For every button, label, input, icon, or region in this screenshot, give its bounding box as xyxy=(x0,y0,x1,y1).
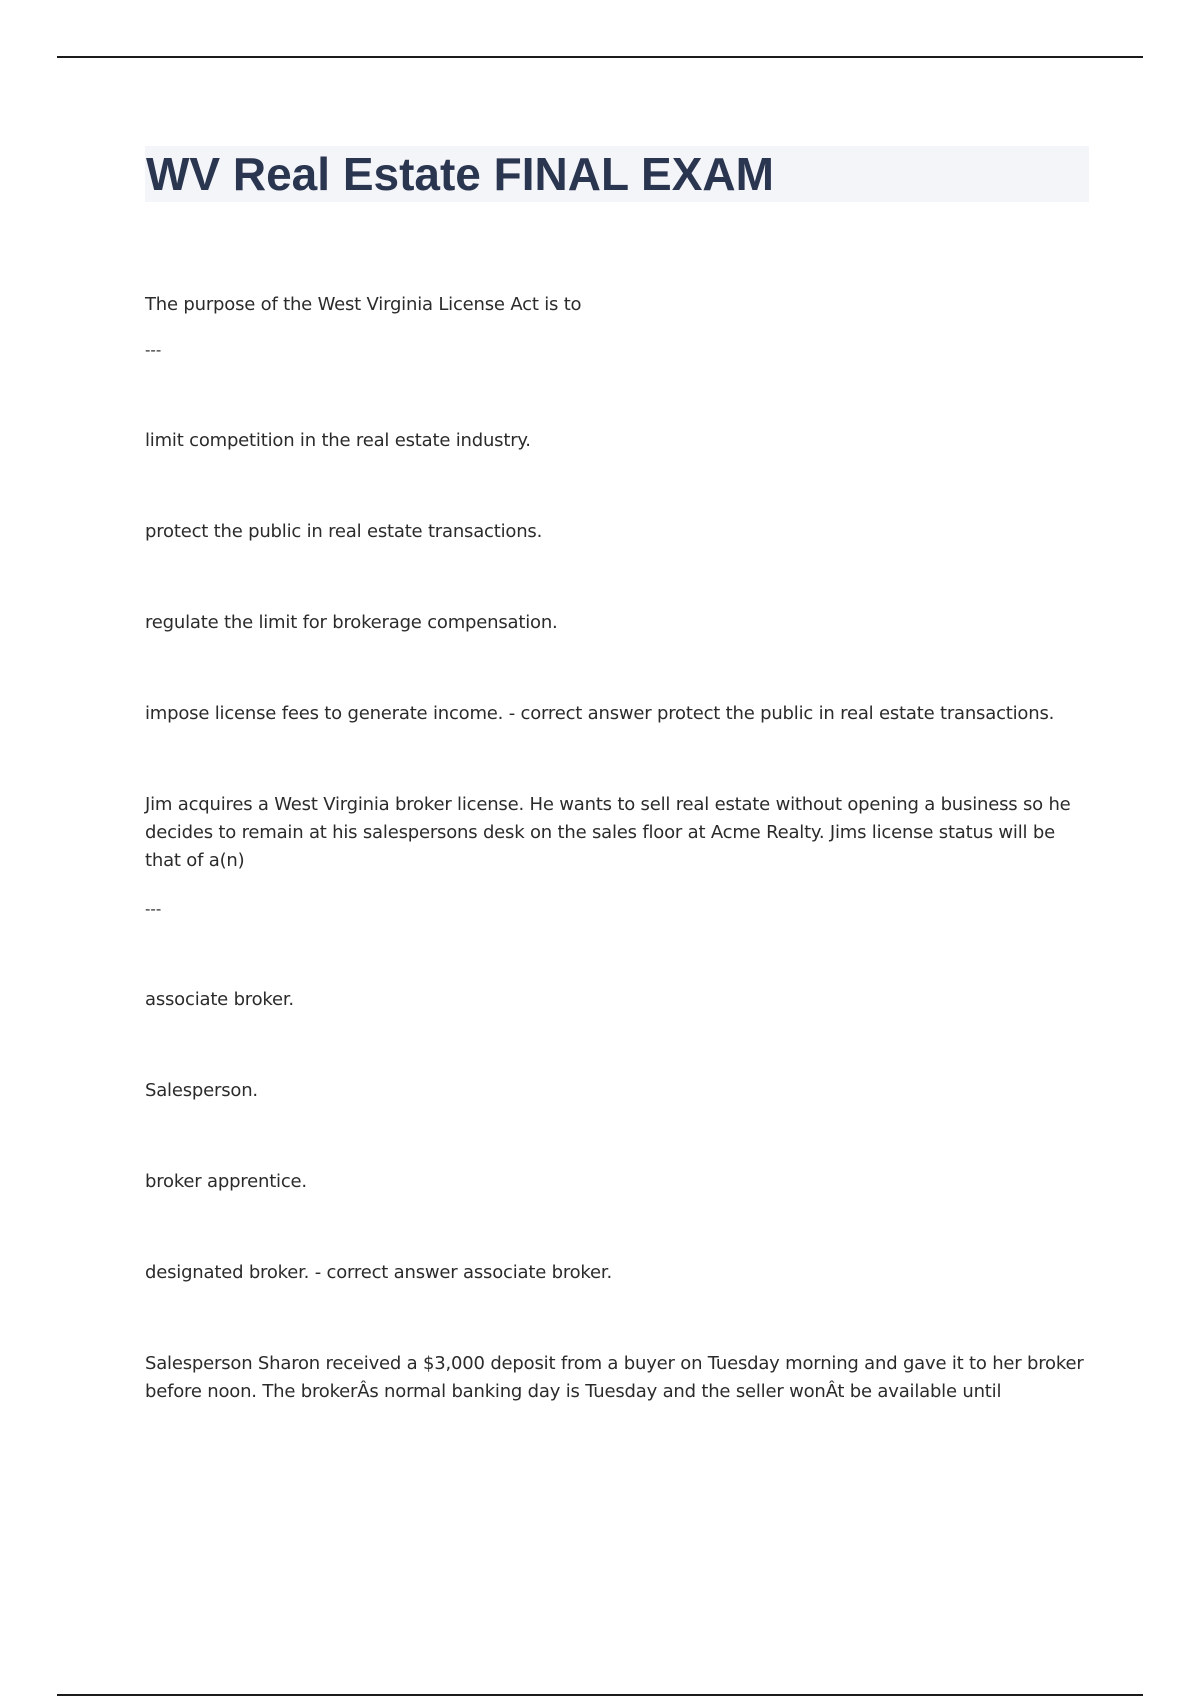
question-1-option-3: regulate the limit for brokerage compensation. xyxy=(145,612,558,633)
question-1-separator: --- xyxy=(145,341,162,359)
bottom-divider xyxy=(57,1694,1143,1696)
question-2-option-3: broker apprentice. xyxy=(145,1171,307,1192)
document-title: WV Real Estate FINAL EXAM xyxy=(146,148,774,200)
question-1-option-2: protect the public in real estate transactions. xyxy=(145,521,543,542)
question-2-separator: --- xyxy=(145,900,162,918)
question-2-option-2: Salesperson. xyxy=(145,1080,258,1101)
question-1-option-4-answer: impose license fees to generate income. - correct answer protect the public in real estate transactions. xyxy=(145,703,1055,724)
question-2-option-1: associate broker. xyxy=(145,989,294,1010)
question-2-option-4-answer: designated broker. - correct answer associate broker. xyxy=(145,1262,612,1283)
top-divider xyxy=(57,56,1143,58)
question-1-option-1: limit competition in the real estate industry. xyxy=(145,430,531,451)
question-3-text: Salesperson Sharon received a $3,000 deposit from a buyer on Tuesday morning and gave it to her broker before noon. The brokerÂs normal banking day is Tuesday and the seller wonÂt be available until xyxy=(145,1353,1084,1402)
question-2-text: Jim acquires a West Virginia broker license. He wants to sell real estate without opening a business so he decides to remain at his salespersons desk on the sales floor at Acme Realty. Jims license status will be that of a(n) xyxy=(145,794,1071,871)
question-1-text: The purpose of the West Virginia License Act is to xyxy=(145,294,582,315)
